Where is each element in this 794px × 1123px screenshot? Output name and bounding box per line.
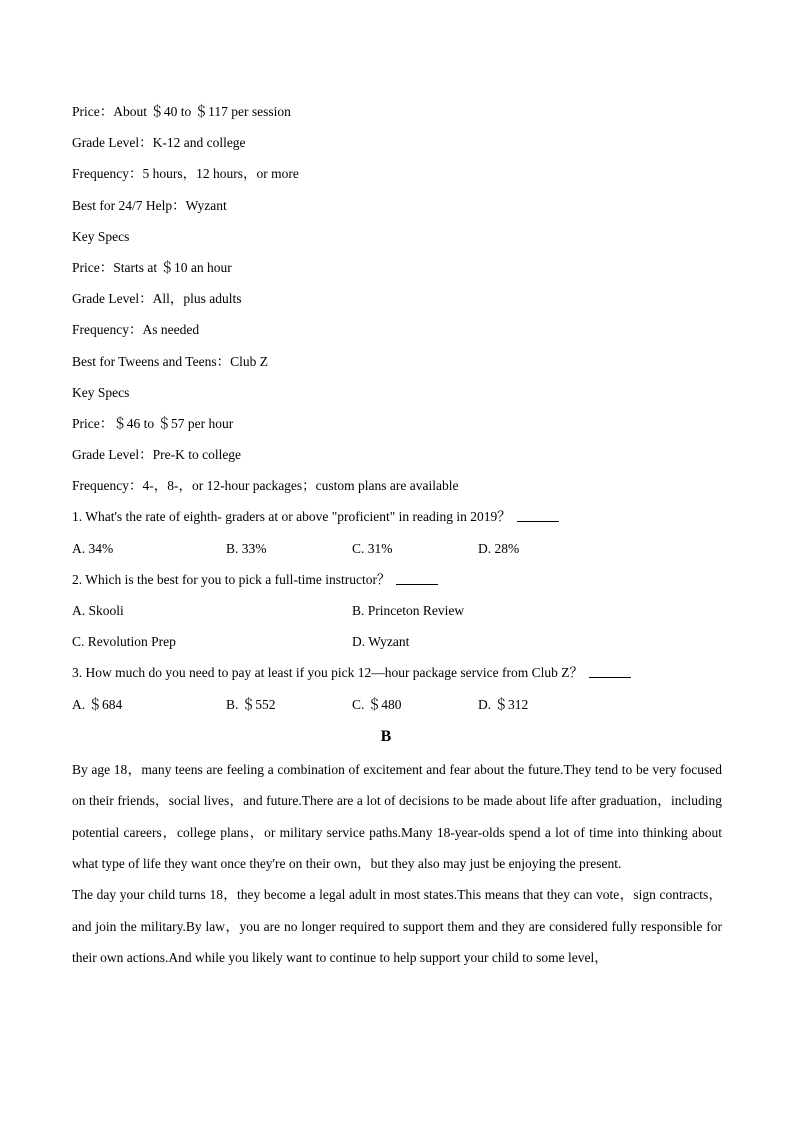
spec-heading-club-z: Best for Tweens and Teens：Club Z — [72, 353, 268, 369]
option-a: A. 34% — [72, 540, 114, 556]
option-b: B. Princeton Review — [352, 603, 465, 618]
option-d: D. Wyzant — [352, 634, 410, 650]
question-1-text: 1. What's the rate of eighth- graders at or above "proficient" in reading in 2019？ — [72, 509, 511, 525]
option-d: D. 28% — [478, 540, 520, 556]
option-c: C. 31% — [352, 540, 393, 556]
question-2 — [72, 564, 722, 595]
spec-line-frequency-1: Frequency：5 hours，12 hours，or more — [72, 166, 299, 182]
answer-blank-3[interactable] — [589, 664, 631, 678]
spec-line-frequency-2: Frequency：As needed — [72, 322, 200, 338]
spec-line-frequency-3: Frequency：4-，8-，or 12-hour packages；custom plans are available — [72, 478, 459, 494]
spec-line-price-2: Price：Starts at ＄10 an hour — [72, 259, 232, 275]
question-2-text: 2. Which is the best for you to pick a full-time instructor？ — [72, 571, 391, 587]
option-c: C. ＄480 — [352, 696, 402, 712]
spec-line-price-3: Price：＄46 to ＄57 per hour — [72, 415, 234, 431]
section-heading: B — [380, 727, 392, 745]
question-2-options-row-2 — [72, 626, 722, 657]
option-b: B. 33% — [226, 540, 267, 556]
spec-line-grade-1: Grade Level：K-12 and college — [72, 135, 246, 151]
question-3-text: 3. How much do you need to pay at least if you pick 12—hour package service from Club Z？ — [72, 665, 583, 681]
spec-line-price-1: Price：About ＄40 to ＄117 per session — [72, 104, 291, 119]
spec-line-grade-2: Grade Level：All，plus adults — [72, 291, 242, 307]
document-page — [72, 96, 722, 974]
question-3-options — [72, 689, 722, 720]
option-d: D. ＄312 — [478, 696, 529, 712]
answer-blank-1[interactable] — [517, 508, 559, 522]
key-specs-label: Key Specs — [72, 384, 130, 400]
key-specs-label: Key Specs — [72, 228, 130, 244]
option-a: A. ＄684 — [72, 696, 123, 712]
spec-heading-wyzant: Best for 24/7 Help：Wyzant — [72, 197, 227, 213]
option-b: B. ＄552 — [226, 696, 276, 712]
option-a: A. Skooli — [72, 603, 124, 618]
passage-paragraph-1: By age 18，many teens are feeling a combination of excitement and fear about the future.They tend to be very focused on their friends，social lives，and future.There are a lot of decisions to be made about life after graduation，including potential careers，college plans，or military service paths.Many 18-year-olds spend a lot of time into thinking about what type of life they want once they're on their own，but they also may just be enjoying the present. — [72, 761, 722, 871]
question-1 — [72, 501, 722, 532]
option-c: C. Revolution Prep — [72, 634, 176, 650]
answer-blank-2[interactable] — [396, 571, 438, 585]
question-3 — [72, 657, 722, 688]
question-1-options — [72, 533, 722, 564]
question-2-options-row-1 — [72, 595, 722, 626]
passage-paragraph-2: The day your child turns 18，they become a legal adult in most states.This means that they can vote，sign contracts，and join the military.By law，you are no longer required to support them and they are considered fully responsible for their own actions.And while you likely want to continue to help support your child to some level， — [72, 887, 722, 966]
spec-line-grade-3: Grade Level：Pre-K to college — [72, 447, 242, 463]
